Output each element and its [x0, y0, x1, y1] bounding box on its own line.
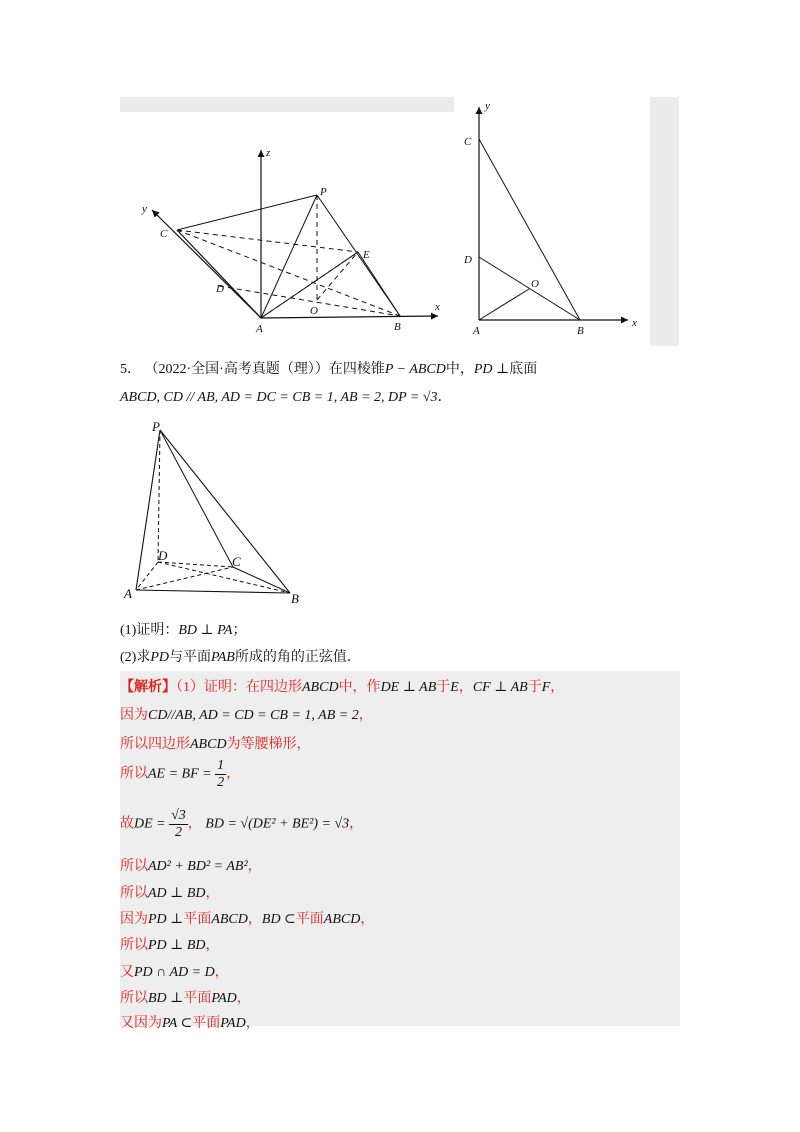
solution-line-2: [120, 704, 373, 724]
fig1-label-b: B: [394, 321, 401, 333]
fig1-label-z: z: [266, 147, 271, 159]
sol-l8-end: ，: [360, 912, 375, 927]
solution-line-11: [120, 987, 251, 1007]
sol-l9-end: ，: [205, 938, 220, 953]
sol-l1-f: F: [541, 680, 551, 695]
sol-l2-text: 因为: [120, 708, 148, 723]
q1-prefix: (1)证明：: [120, 623, 179, 638]
sol-l5-math: DE =: [134, 816, 166, 832]
fig1-label-x: x: [435, 301, 440, 313]
sol-l8-text: 因为: [120, 912, 148, 927]
sol-l4-fraction: [215, 758, 226, 791]
sol-l11-math: BD ⊥: [148, 991, 184, 1006]
problem-line-1: [120, 358, 537, 378]
sol-l1-cf: CF ⊥ AB: [472, 680, 528, 695]
q2-suffix: 所成的角的正弦值．: [234, 650, 361, 665]
sol-l5-den: 2: [174, 825, 182, 840]
sol-l12-mid: 平面: [192, 1016, 221, 1031]
sol-l5-fraction: [169, 808, 188, 841]
solution-tag: 【解析】: [120, 680, 176, 695]
sol-l4-den: 2: [217, 775, 225, 790]
problem-pd-perp: PD ⊥: [473, 362, 510, 377]
sol-l11-text: 所以: [120, 991, 148, 1006]
sol-l9-text: 所以: [120, 938, 148, 953]
sol-l12-text: 又因为: [120, 1016, 162, 1031]
fig3-label-a: A: [124, 586, 132, 601]
sol-l11-mid: 平面: [183, 991, 212, 1006]
sol-l10-math: PD ∩ AD = D: [134, 965, 215, 980]
sol-l6-math: AD² + BD² = AB²: [148, 859, 248, 874]
fig2-label-x: x: [632, 317, 637, 329]
sol-l7-text: 所以: [120, 886, 148, 901]
sol-l12-end: ，: [245, 1016, 260, 1031]
sol-l7-math: AD ⊥ BD: [148, 886, 206, 901]
sol-l1-end: ，: [550, 680, 565, 695]
solution-line-5: [120, 808, 363, 841]
sol-l6-end: ，: [247, 859, 262, 874]
sol-l3-math: ABCD: [190, 737, 227, 752]
solution-line-12: [120, 1012, 260, 1032]
sol-l2-end: ，: [358, 708, 373, 723]
sol-l8-comma: ，: [247, 912, 262, 927]
fig2-label-b: B: [577, 325, 584, 337]
problem-source: （2022·全国·高考真题（理））在四棱锥: [144, 362, 385, 377]
sol-l4-math: AE = BF =: [148, 766, 212, 782]
sol-l11-math2: PAD: [211, 991, 237, 1006]
fig3-label-b: B: [291, 591, 299, 606]
sol-l4-end: ，: [226, 766, 241, 782]
fig3-label-d: D: [158, 548, 168, 563]
q2-pd: PD: [150, 650, 169, 665]
question-1: [120, 619, 246, 639]
sol-l3-end: 为等腰梯形，: [226, 737, 311, 752]
problem-mid: 中，: [445, 362, 474, 377]
sol-l1-text: （1）证明：在四边形: [176, 680, 302, 695]
sol-l6-text: 所以: [120, 859, 148, 874]
sol-l8-mid: 平面: [183, 912, 212, 927]
sol-l11-end: ，: [236, 991, 251, 1006]
solution-line-6: [120, 855, 262, 875]
question-2: [120, 646, 361, 666]
q1-math: BD ⊥ PA: [178, 623, 233, 638]
sol-l10-text: 又: [120, 965, 134, 980]
sol-l12-math: PA ⊂: [162, 1016, 193, 1031]
q2-pab: PAB: [211, 650, 235, 665]
sol-l3-text: 所以四边形: [120, 737, 190, 752]
problem-end: ．: [437, 390, 452, 405]
fig2-label-y: y: [485, 100, 490, 112]
problem-pyramid: P − ABCD: [384, 362, 446, 377]
figure-2d-coordinate: [460, 97, 650, 346]
sol-l8-mid2: 平面: [295, 912, 324, 927]
sol-l1-e: E: [450, 680, 459, 695]
solution-line-10: [120, 961, 229, 981]
fig1-label-y: y: [142, 203, 147, 215]
gray-strip-top: [120, 97, 454, 112]
fig2-label-d: D: [464, 254, 472, 266]
q2-mid: 与平面: [169, 650, 211, 665]
sol-l5-comma: ，: [187, 816, 202, 832]
fig2-label-o: O: [531, 278, 539, 290]
q1-suffix: ；: [232, 623, 247, 638]
fig1-label-e: E: [363, 249, 370, 261]
solution-line-3: [120, 733, 311, 753]
sol-l7-end: ，: [205, 886, 220, 901]
sol-l8-math4: ABCD: [323, 912, 361, 927]
q2-prefix: (2)求: [120, 650, 151, 665]
sol-l5-num: √3: [171, 808, 186, 823]
sol-l1-comma: ，: [458, 680, 473, 695]
sol-l1-yu: 于: [436, 680, 451, 695]
solution-line-7: [120, 882, 220, 902]
solution-line-9: [120, 934, 220, 954]
fig2-label-a: A: [473, 325, 480, 337]
sol-l10-end: ，: [214, 965, 229, 980]
sol-l5-end: ，: [349, 816, 364, 832]
fig1-label-o: O: [310, 305, 318, 317]
sol-l8-math2: ABCD: [211, 912, 248, 927]
sol-l5-text: 故: [120, 816, 134, 832]
sol-l1-yu2: 于: [527, 680, 542, 695]
sol-l5-bd: BD = √(DE² + BE²) = √3: [205, 816, 350, 832]
problem-base: 底面: [509, 362, 538, 377]
fig2-label-c: C: [464, 136, 472, 148]
sol-l4-num: 1: [217, 758, 225, 773]
sol-l8-math1: PD ⊥: [148, 912, 184, 927]
fig3-label-c: C: [232, 554, 241, 569]
gray-strip-right: [650, 97, 679, 346]
sol-l2-math: CD//AB, AD = CD = CB = 1, AB = 2: [148, 708, 359, 723]
sol-l9-math: PD ⊥ BD: [148, 938, 206, 953]
solution-line-8: [120, 908, 374, 928]
sol-l4-text: 所以: [120, 766, 148, 782]
solution-line-1: [120, 676, 564, 696]
fig1-label-c: C: [160, 228, 168, 240]
problem-number: 5．: [120, 362, 141, 377]
fig3-label-p: P: [152, 419, 160, 434]
fig1-label-p: P: [320, 186, 327, 198]
fig1-label-a: A: [256, 323, 263, 335]
problem-conditions: ABCD, CD // AB, AD = DC = CB = 1, AB = 2, DP = √3: [120, 390, 438, 405]
sol-l12-math2: PAD: [220, 1016, 246, 1031]
solution-line-4: [120, 758, 240, 791]
sol-l8-math3: BD ⊂: [261, 912, 296, 927]
fig1-label-d: D: [216, 283, 224, 295]
sol-l1-abcd: ABCD: [302, 680, 339, 695]
figure-3d-coordinate: [120, 140, 460, 340]
sol-l1-mid: 中，作: [338, 680, 381, 695]
sol-l1-de: DE ⊥ AB: [380, 680, 437, 695]
problem-line-2: [120, 386, 452, 406]
figure-pyramid: [120, 415, 320, 610]
